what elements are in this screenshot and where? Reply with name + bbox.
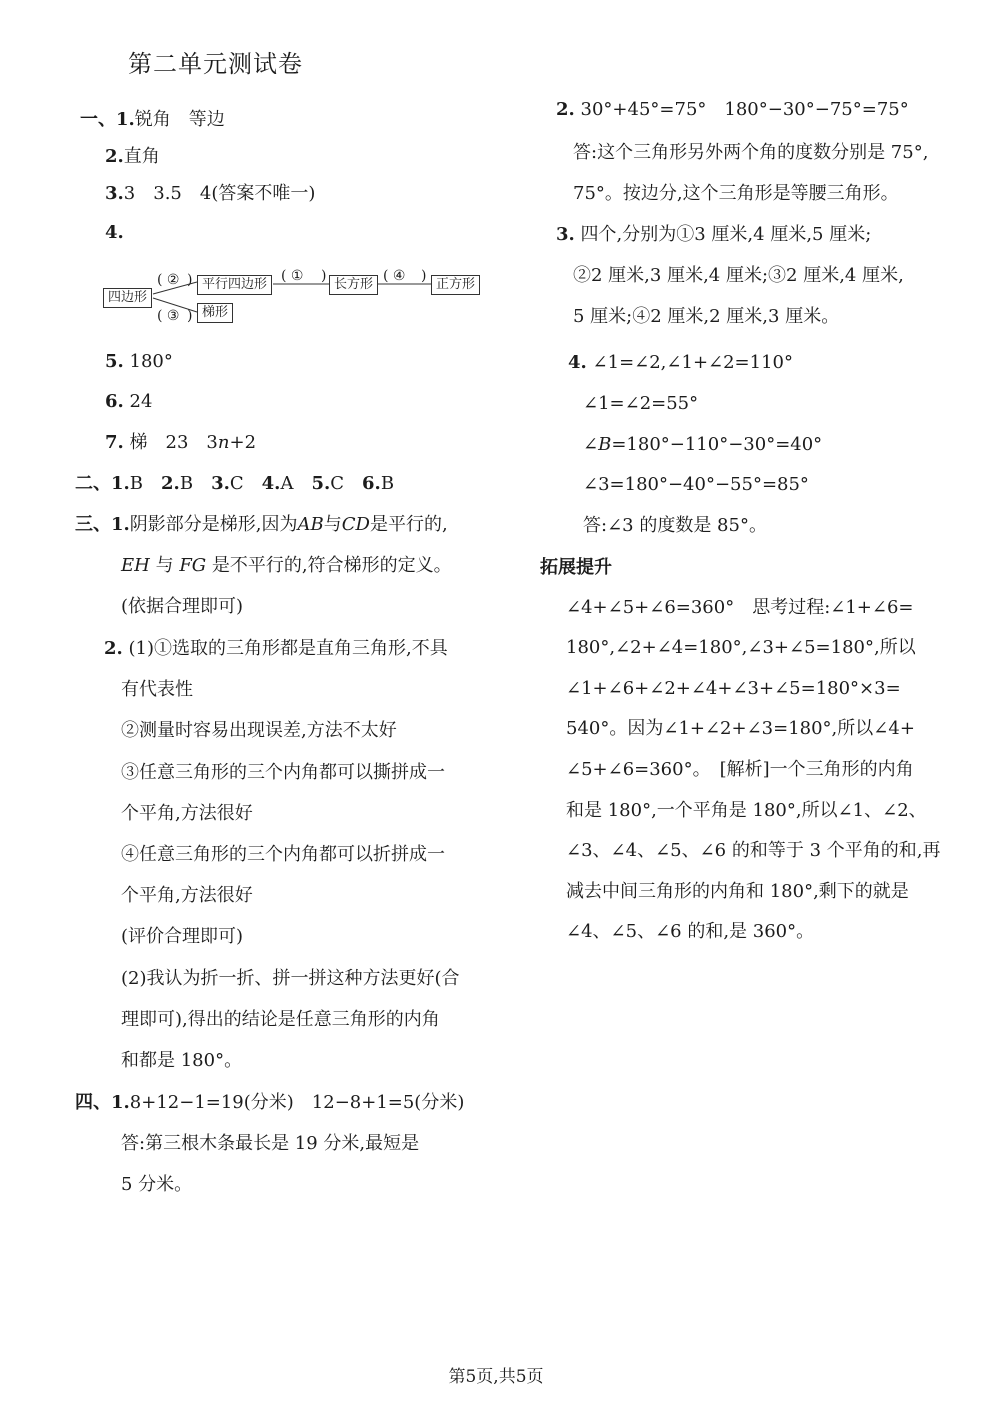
ext-line7: ∠3、∠4、∠5、∠6 的和等于 3 个平角的和,再 bbox=[566, 840, 941, 861]
q4-4-line5: 答:∠3 的度数是 85°。 bbox=[583, 515, 767, 536]
label-2: ( ② bbox=[157, 272, 180, 288]
q4-4-line4: ∠3=180°−40°−55°=85° bbox=[583, 474, 809, 495]
label-4: ( ④ bbox=[383, 268, 406, 284]
q1-7: 7. 梯 23 3n+2 bbox=[105, 432, 257, 453]
q4-2-line2: 答:这个三角形另外两个角的度数分别是 75°, bbox=[573, 142, 929, 163]
q3-1-line3: (依据合理即可) bbox=[121, 596, 244, 617]
q4-3-line2: ②2 厘米,3 厘米,4 厘米;③2 厘米,4 厘米, bbox=[573, 265, 904, 286]
q3-2-line11: 和都是 180°。 bbox=[121, 1050, 243, 1071]
page-title: 第二单元测试卷 bbox=[128, 50, 303, 78]
ext-line6: 和是 180°,一个平角是 180°,所以∠1、∠2、 bbox=[566, 800, 927, 821]
q3-2-line2: 有代表性 bbox=[121, 679, 193, 700]
box-square: 正方形 bbox=[431, 275, 480, 295]
q4-3-line1: 3. 四个,分别为①3 厘米,4 厘米,5 厘米; bbox=[556, 224, 872, 245]
q1-3: 3.3 3.5 4(答案不唯一) bbox=[105, 183, 316, 204]
q1-2: 2.直角 bbox=[105, 146, 160, 167]
ext-line3: ∠1+∠6+∠2+∠4+∠3+∠5=180°×3= bbox=[566, 678, 901, 699]
section-2-answers: 二、1.B 2.B 3.C 4.A 5.C 6.B bbox=[75, 473, 395, 494]
q3-2-line1: 2. (1)①选取的三角形都是直角三角形,不具 bbox=[104, 638, 448, 659]
quadrilateral-diagram: 四边形 平行四边形 长方形 正方形 梯形 ( ② ) ( ① ) ( ④ ) ( ③ ) bbox=[103, 268, 483, 328]
q3-1-line2: EH 与 FG 是不平行的,符合梯形的定义。 bbox=[121, 555, 452, 576]
q3-2-line4: ③任意三角形的三个内角都可以撕拼成一 bbox=[121, 762, 445, 783]
ext-line9: ∠4、∠5、∠6 的和,是 360°。 bbox=[566, 921, 815, 942]
q3-2-line5: 个平角,方法很好 bbox=[121, 803, 253, 824]
q4-3-line3: 5 厘米;④2 厘米,2 厘米,3 厘米。 bbox=[573, 306, 840, 327]
label-1: ( ① bbox=[281, 268, 304, 284]
q4-4-line1: 4. ∠1=∠2,∠1+∠2=110° bbox=[568, 352, 793, 373]
box-trapezoid: 梯形 bbox=[197, 303, 233, 323]
q3-2-line7: 个平角,方法很好 bbox=[121, 885, 253, 906]
q3-2-line9: (2)我认为折一折、拼一拼这种方法更好(合 bbox=[121, 968, 460, 989]
ext-line2: 180°,∠2+∠4=180°,∠3+∠5=180°,所以 bbox=[566, 637, 916, 658]
q4-2-line3: 75°。按边分,这个三角形是等腰三角形。 bbox=[573, 183, 899, 204]
ext-line4: 540°。因为∠1+∠2+∠3=180°,所以∠4+ bbox=[566, 718, 915, 739]
q1-4: 4. bbox=[105, 222, 124, 243]
q3-2-line10: 理即可),得出的结论是任意三角形的内角 bbox=[121, 1009, 440, 1030]
q4-4-line3: ∠B=180°−110°−30°=40° bbox=[583, 434, 823, 455]
q1-5: 5. 180° bbox=[105, 351, 173, 372]
q3-1-line1: 三、1.阴影部分是梯形,因为AB与CD是平行的, bbox=[75, 514, 448, 535]
page-footer: 第5页,共5页 bbox=[448, 1367, 544, 1387]
q1-1: 一、1.锐角 等边 bbox=[80, 109, 225, 130]
box-rectangle: 长方形 bbox=[329, 275, 378, 295]
q4-1-line2: 答:第三根木条最长是 19 分米,最短是 bbox=[121, 1133, 420, 1154]
q3-2-line6: ④任意三角形的三个内角都可以折拼成一 bbox=[121, 844, 445, 865]
ext-line1: ∠4+∠5+∠6=360° 思考过程:∠1+∠6= bbox=[566, 597, 914, 618]
q3-2-line8: (评价合理即可) bbox=[121, 926, 244, 947]
label-3: ( ③ bbox=[157, 308, 180, 324]
extension-section-title: 拓展提升 bbox=[540, 557, 612, 578]
box-parallelogram: 平行四边形 bbox=[197, 275, 272, 295]
ext-line8: 减去中间三角形的内角和 180°,剩下的就是 bbox=[566, 881, 909, 902]
ext-line5: ∠5+∠6=360°。 [解析]一个三角形的内角 bbox=[566, 759, 914, 780]
q3-2-line3: ②测量时容易出现误差,方法不太好 bbox=[121, 720, 397, 741]
q4-1-line1: 四、1.8+12−1=19(分米) 12−8+1=5(分米) bbox=[75, 1092, 465, 1113]
q4-2-line1: 2. 30°+45°=75° 180°−30°−75°=75° bbox=[556, 99, 909, 120]
q1-6: 6. 24 bbox=[105, 391, 153, 412]
box-quadrilateral: 四边形 bbox=[103, 288, 152, 308]
q4-4-line2: ∠1=∠2=55° bbox=[583, 393, 699, 414]
q4-1-line3: 5 分米。 bbox=[121, 1174, 193, 1195]
